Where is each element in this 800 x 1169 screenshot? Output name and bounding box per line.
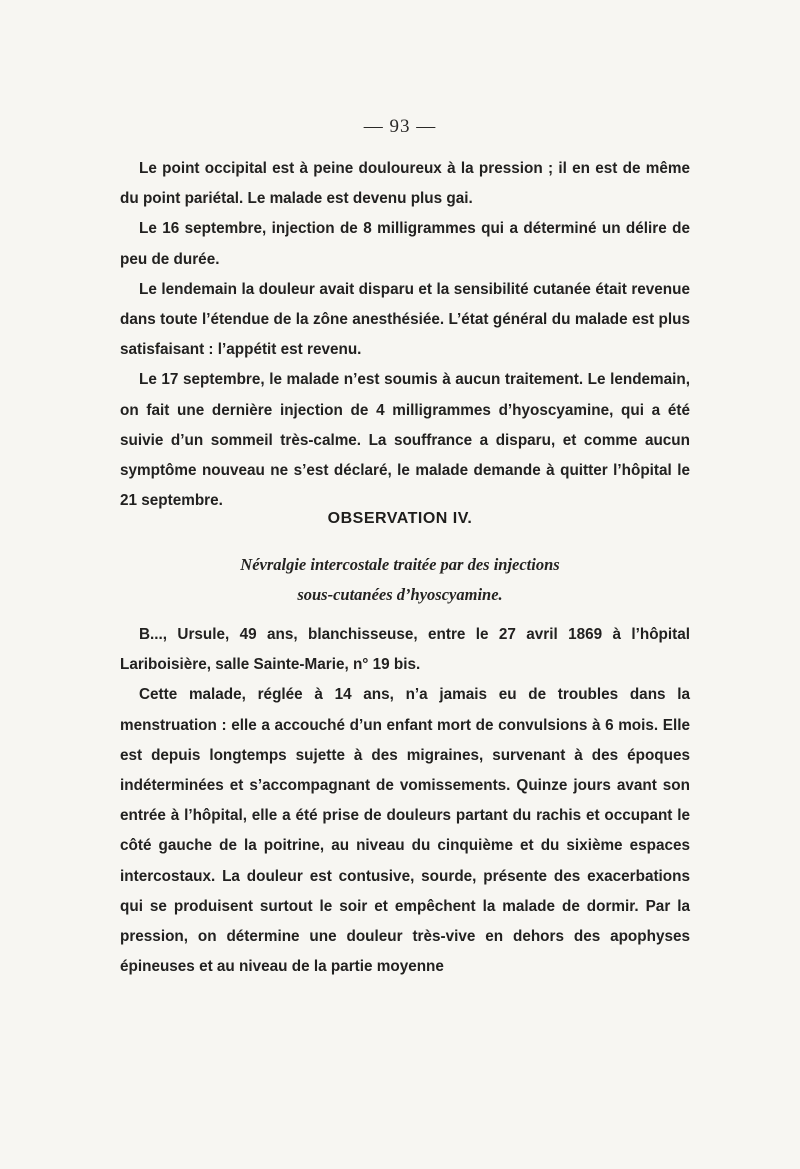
- text-block-2: [120, 620, 690, 982]
- page-number: — 93 —: [363, 116, 437, 137]
- observation-subtitle-line-2: sous-cutanées d’hyoscyamine.: [297, 585, 503, 604]
- text-block-1: [120, 154, 690, 516]
- paragraph: Cette malade, réglée à 14 ans, n’a jamais eu de troubles dans la menstruation : elle a accouché d’un enfant mort de convulsions à 6 mois. Elle est depuis longtemps sujette à des migraines, survenant à des époques indéterminées et s’accompagnant de vomissements. Quinze jours avant son entrée à l’hôpital, elle a été prise de douleurs partant du rachis et occupant le côté gauche de la poitrine, au niveau du cinquième et du sixième espaces intercostaux. La douleur est contusive, sourde, présente des exacerbations qui se produisent surtout le soir et empêchent la malade de dormir. Par la pression, on détermine une douleur très-vive en dehors des apophyses épineuses et au niveau de la partie moyenne: [120, 686, 690, 976]
- paragraph: B..., Ursule, 49 ans, blanchisseuse, entre le 27 avril 1869 à l’hôpital Lariboisière, salle Sainte-Marie, n° 19 bis.: [120, 626, 690, 674]
- paragraph: Le lendemain la douleur avait disparu et la sensibilité cutanée était revenue dans toute l’étendue de la zône anesthésiée. L’état général du malade est plus satisfaisant : l’appétit est revenu.: [120, 280, 690, 359]
- paragraph: Le point occipital est à peine douloureux à la pression ; il en est de même du point pariétal. Le malade est devenu plus gai.: [120, 160, 690, 208]
- paragraph: Le 16 septembre, injection de 8 milligrammes qui a déterminé un délire de peu de durée.: [120, 220, 690, 268]
- observation-heading: OBSERVATION IV.: [327, 510, 473, 527]
- observation-subtitle-line-1: Névralgie intercostale traitée par des injections: [240, 555, 560, 574]
- paragraph: Le 17 septembre, le malade n’est soumis à aucun traitement. Le lendemain, on fait une dernière injection de 4 milligrammes d’hyoscyamine, qui a été suivie d’un sommeil très-calme. La souffrance a disparu, et comme aucun symptôme nouveau ne s’est déclaré, le malade demande à quitter l’hôpital le 21 septembre.: [120, 371, 690, 510]
